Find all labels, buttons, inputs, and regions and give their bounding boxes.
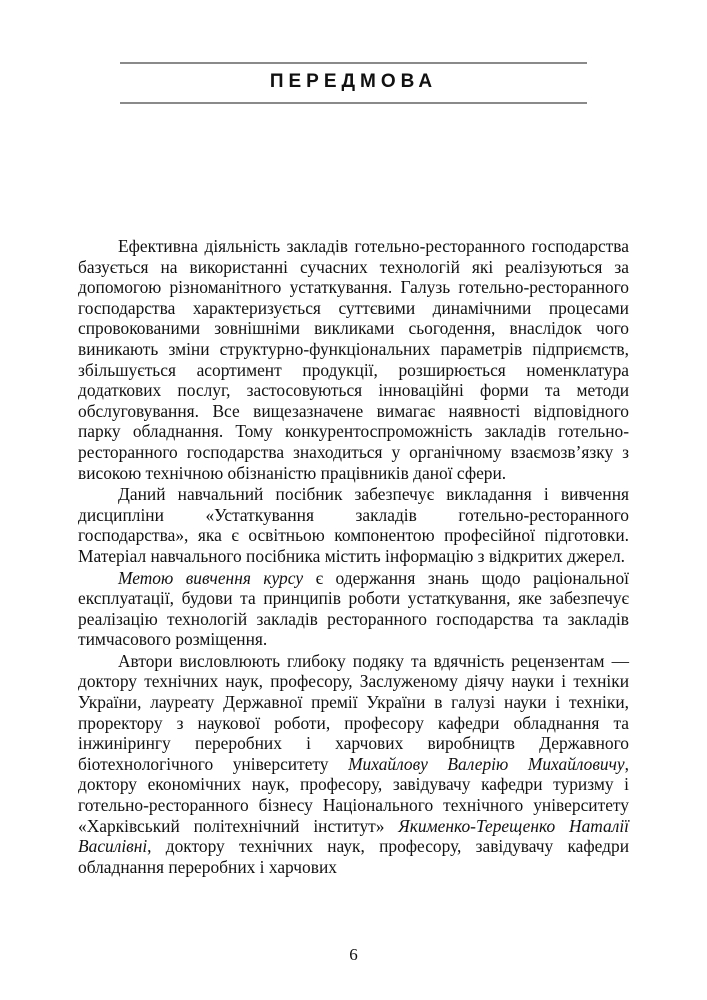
- reviewer-name-2: Якименко-Терещенко Наталії Василівні: [78, 815, 629, 857]
- paragraph-3: [78, 568, 629, 650]
- reviewer-name-1: Михайлову Валерію Михайловичу: [348, 753, 625, 774]
- paragraph-4: [78, 651, 629, 878]
- paragraph-4-text-3: , доктору технічних наук, професору, завідувачу кафедри обладнання переробних і харчових: [78, 836, 629, 877]
- paragraph-2: Даний навчальний посібник забезпечує викладання і вивчення дисципліни «Устаткування закладів готельно-ресторанного господарства», яка є освітньою компонентою професійної підготовки. Матеріал навчального посібника містить інформацію з відкритих джерел.: [78, 484, 629, 566]
- heading-top-rule: [120, 62, 587, 64]
- paragraph-1: Ефективна діяльність закладів готельно-ресторанного господарства базується на використанні сучасних технологій які реалізуються за допомогою різноманітного устаткування. Галузь готельно-ресторанного господарства характеризується суттєвими динамічними процесами спровокованими зовнішніми викликами сьогодення, внаслідок чого виникають зміни структурно-функціональних параметрів підприємств, збільшується асортимент продукції, розширюється номенклатура додаткових послуг, застосовуються інноваційні форми та методи обслуговування. Все вищезазначене вимагає наявності відповідного парку обладнання. Тому конкурентоспроможність закладів готельно-ресторанного господарства знаходиться у органічному взаємозв’язку з високою технічною обізнаністю працівників даної сфери.: [78, 236, 629, 483]
- body-text: [78, 236, 629, 877]
- page-heading: ПЕРЕДМОВА: [269, 71, 438, 92]
- italic-term: Метою вивчення курсу: [118, 567, 304, 588]
- paragraph-3-text: є одержання знань щодо раціональної експлуатації, будови та принципів роботи устаткування, яке забезпечує реалізацію технологій закладів ресторанного господарства та закладів тимчасового розміщення.: [78, 567, 630, 650]
- paragraph-4-text-2: , доктору економічних наук, професору, завідувачу кафедри туризму і готельно-ресторанного бізнесу Національного технічного університету «Харківський політехнічний інститут»: [78, 753, 629, 836]
- page-number: 6: [349, 945, 358, 964]
- heading-block: [120, 62, 587, 104]
- paragraph-4-text-1: Автори висловлюють глибоку подяку та вдячність рецензентам — доктору технічних наук, професору, Заслуженому діячу науки і техніки України, лауреату Державної премії України в галузі науки і техніки, проректору з наукової роботи, професору кафедри обладнання та інжинірингу переробних і харчових виробництв Державного біотехнологічного університету: [78, 650, 629, 774]
- heading-bottom-rule: [120, 102, 587, 104]
